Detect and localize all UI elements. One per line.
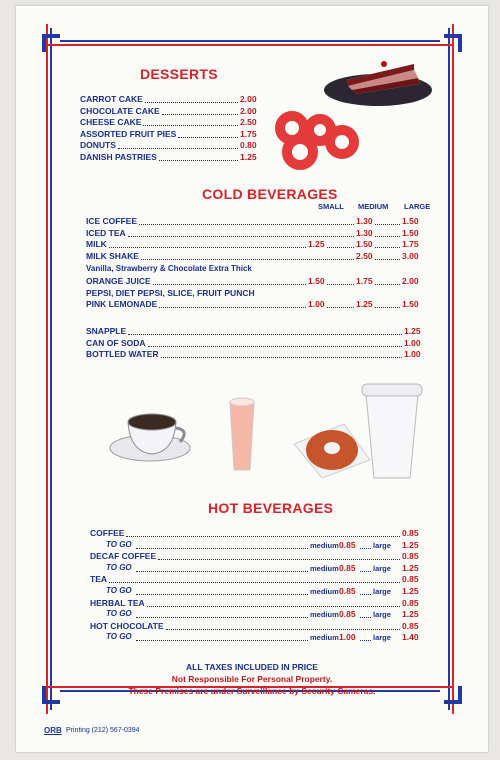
to-go-medium-price: 0.85: [339, 586, 356, 596]
large-label: large: [373, 563, 391, 573]
to-go-medium-price: 0.85: [339, 609, 356, 620]
dot-leader: [375, 236, 400, 237]
dessert-item-price: 1.25: [240, 152, 257, 162]
dessert-item-price: 2.00: [240, 105, 257, 116]
hot-item-name: HERBAL TEA: [90, 597, 145, 608]
hot-item-name: TEA: [90, 574, 107, 585]
dessert-item-name: CARROT CAKE: [80, 94, 143, 104]
property-notice: Not Responsible For Personal Property.: [171, 674, 333, 684]
dot-leader: [128, 236, 354, 237]
dot-leader: [109, 247, 306, 248]
cold-item-name: PINK LEMONADE: [86, 299, 158, 310]
cold-item-small-price: 1.00: [308, 299, 325, 310]
cake-slice-image: [322, 50, 434, 108]
dot-leader: [141, 259, 354, 260]
hot-item-price: 0.85: [402, 551, 419, 562]
cold-single-item-name: CAN OF SODA: [86, 337, 146, 348]
dot-leader: [143, 125, 238, 126]
cold-item-name: MILK: [86, 239, 107, 250]
cold-single-item-price: 1.25: [404, 326, 421, 336]
dessert-item-price: 2.00: [240, 94, 257, 104]
cold-item-name: PEPSI, DIET PEPSI, SLICE, FRUIT PUNCH: [86, 287, 255, 298]
to-go-label: TO GO: [106, 632, 132, 642]
dessert-item-name: CHOCOLATE CAKE: [80, 105, 160, 116]
to-go-large-price: 1.25: [402, 562, 419, 573]
cold-item-medium-price: 1.25: [356, 299, 373, 310]
cold-item-large-price: 1.50: [402, 227, 419, 238]
hot-item-price: 0.85: [402, 620, 419, 631]
border-left-blue: [50, 28, 52, 710]
cold-single-item-price: 1.00: [404, 349, 421, 360]
to-go-large-price: 1.40: [402, 632, 419, 643]
hot-item-name: COFFEE: [90, 528, 125, 538]
surveillance-notice: These Premises are under Surveillance by Security Cameras.: [128, 686, 376, 696]
medium-label: medium: [310, 633, 339, 643]
cold-item-medium-price: 1.75: [356, 276, 373, 286]
to-go-label: TO GO: [106, 609, 132, 619]
corner-ornament-tl: [42, 34, 60, 52]
border-right-red: [452, 24, 454, 714]
dot-leader: [360, 594, 371, 595]
dot-leader: [136, 640, 308, 641]
cold-beverages-heading: COLD BEVERAGES: [202, 186, 338, 202]
cold-item-name: ICE COFFEE: [86, 216, 138, 226]
border-right-blue: [448, 28, 450, 710]
dot-leader: [375, 247, 400, 248]
dot-leader: [375, 224, 400, 225]
milkshake-note: Vanilla, Strawberry & Chocolate Extra Thick: [86, 264, 252, 273]
desserts-heading: DESSERTS: [140, 66, 218, 82]
dot-leader: [128, 334, 402, 335]
dot-leader: [136, 571, 308, 572]
dot-leader: [158, 559, 400, 560]
col-medium-header: MEDIUM: [358, 202, 389, 211]
medium-label: medium: [310, 540, 339, 550]
donuts-image: [270, 106, 366, 172]
cold-single-item-price: 1.00: [404, 337, 421, 348]
cold-item-medium-price: 2.50: [356, 250, 373, 261]
dessert-item-name: CHEESE CAKE: [80, 117, 142, 128]
border-left-red: [46, 24, 48, 714]
cold-item-small-price: 1.25: [308, 239, 325, 250]
printer-logo: ORB: [44, 726, 62, 735]
dessert-item-price: 2.50: [240, 117, 257, 128]
large-label: large: [373, 610, 391, 620]
hot-item-name: HOT CHOCOLATE: [90, 620, 164, 631]
dot-leader: [327, 284, 354, 285]
hot-item-price: 0.85: [402, 528, 419, 538]
border-top-red: [46, 44, 454, 46]
dot-leader: [327, 307, 354, 308]
dot-leader: [327, 247, 354, 248]
taxes-notice: ALL TAXES INCLUDED IN PRICE: [186, 662, 318, 672]
beverages-image: [108, 374, 448, 486]
to-go-label: TO GO: [106, 539, 132, 549]
dot-leader: [360, 548, 371, 549]
large-label: large: [373, 633, 391, 643]
dot-leader: [136, 594, 308, 595]
cold-item-medium-price: 1.50: [356, 239, 373, 250]
dot-leader: [360, 617, 371, 618]
dot-leader: [166, 629, 400, 630]
corner-ornament-tr: [444, 34, 462, 52]
to-go-label: TO GO: [106, 562, 132, 572]
hot-beverages-heading: HOT BEVERAGES: [208, 500, 334, 516]
dot-leader: [159, 307, 306, 308]
large-label: large: [373, 540, 391, 550]
cold-item-large-price: 1.50: [402, 216, 419, 226]
cold-item-name: MILK SHAKE: [86, 250, 139, 261]
dessert-item-price: 1.75: [240, 128, 257, 139]
cold-item-name: ORANGE JUICE: [86, 276, 151, 286]
dessert-item-name: DONUTS: [80, 140, 116, 151]
cold-item-large-price: 1.50: [402, 299, 419, 310]
dot-leader: [375, 259, 400, 260]
dot-leader: [375, 284, 400, 285]
dot-leader: [148, 346, 403, 347]
cold-item-name: ICED TEA: [86, 227, 126, 238]
dot-leader: [139, 224, 354, 225]
dot-leader: [118, 148, 238, 149]
dessert-item-name: ASSORTED FRUIT PIES: [80, 128, 177, 139]
border-top-blue: [60, 40, 440, 42]
cold-item-large-price: 2.00: [402, 276, 419, 286]
col-large-header: LARGE: [404, 202, 431, 211]
cold-single-item-name: SNAPPLE: [86, 326, 127, 336]
to-go-large-price: 1.25: [402, 586, 419, 596]
dot-leader: [153, 284, 306, 285]
to-go-large-price: 1.25: [402, 539, 419, 550]
dot-leader: [375, 307, 400, 308]
cold-item-medium-price: 1.30: [356, 216, 373, 226]
dessert-item-price: 0.80: [240, 140, 257, 151]
cold-item-large-price: 1.75: [402, 239, 419, 250]
to-go-medium-price: 1.00: [339, 632, 356, 643]
cold-item-large-price: 3.00: [402, 250, 419, 261]
cold-item-small-price: 1.50: [308, 276, 325, 286]
to-go-medium-price: 0.85: [339, 539, 356, 550]
cold-item-medium-price: 1.30: [356, 227, 373, 238]
dot-leader: [178, 137, 238, 138]
col-small-header: SMALL: [318, 202, 344, 211]
dot-leader: [162, 114, 238, 115]
dot-leader: [159, 160, 238, 161]
to-go-large-price: 1.25: [402, 609, 419, 620]
cold-single-item-name: BOTTLED WATER: [86, 349, 159, 360]
dot-leader: [136, 548, 308, 549]
hot-item-price: 0.85: [402, 597, 419, 608]
printer-credit: Printing (212) 567-0394: [66, 727, 140, 734]
dessert-item-name: DANISH PASTRIES: [80, 152, 157, 162]
dot-leader: [145, 102, 238, 103]
dot-leader: [360, 571, 371, 572]
medium-label: medium: [310, 587, 339, 596]
to-go-label: TO GO: [106, 586, 132, 595]
menu-sheet: [16, 6, 488, 752]
medium-label: medium: [310, 563, 339, 573]
dot-leader: [109, 582, 400, 583]
dot-leader: [126, 536, 400, 537]
hot-item-price: 0.85: [402, 574, 419, 585]
dot-leader: [147, 606, 400, 607]
dot-leader: [136, 617, 308, 618]
to-go-medium-price: 0.85: [339, 562, 356, 573]
dot-leader: [360, 640, 371, 641]
hot-item-name: DECAF COFFEE: [90, 551, 157, 562]
dot-leader: [161, 357, 402, 358]
medium-label: medium: [310, 610, 339, 620]
large-label: large: [373, 587, 391, 596]
